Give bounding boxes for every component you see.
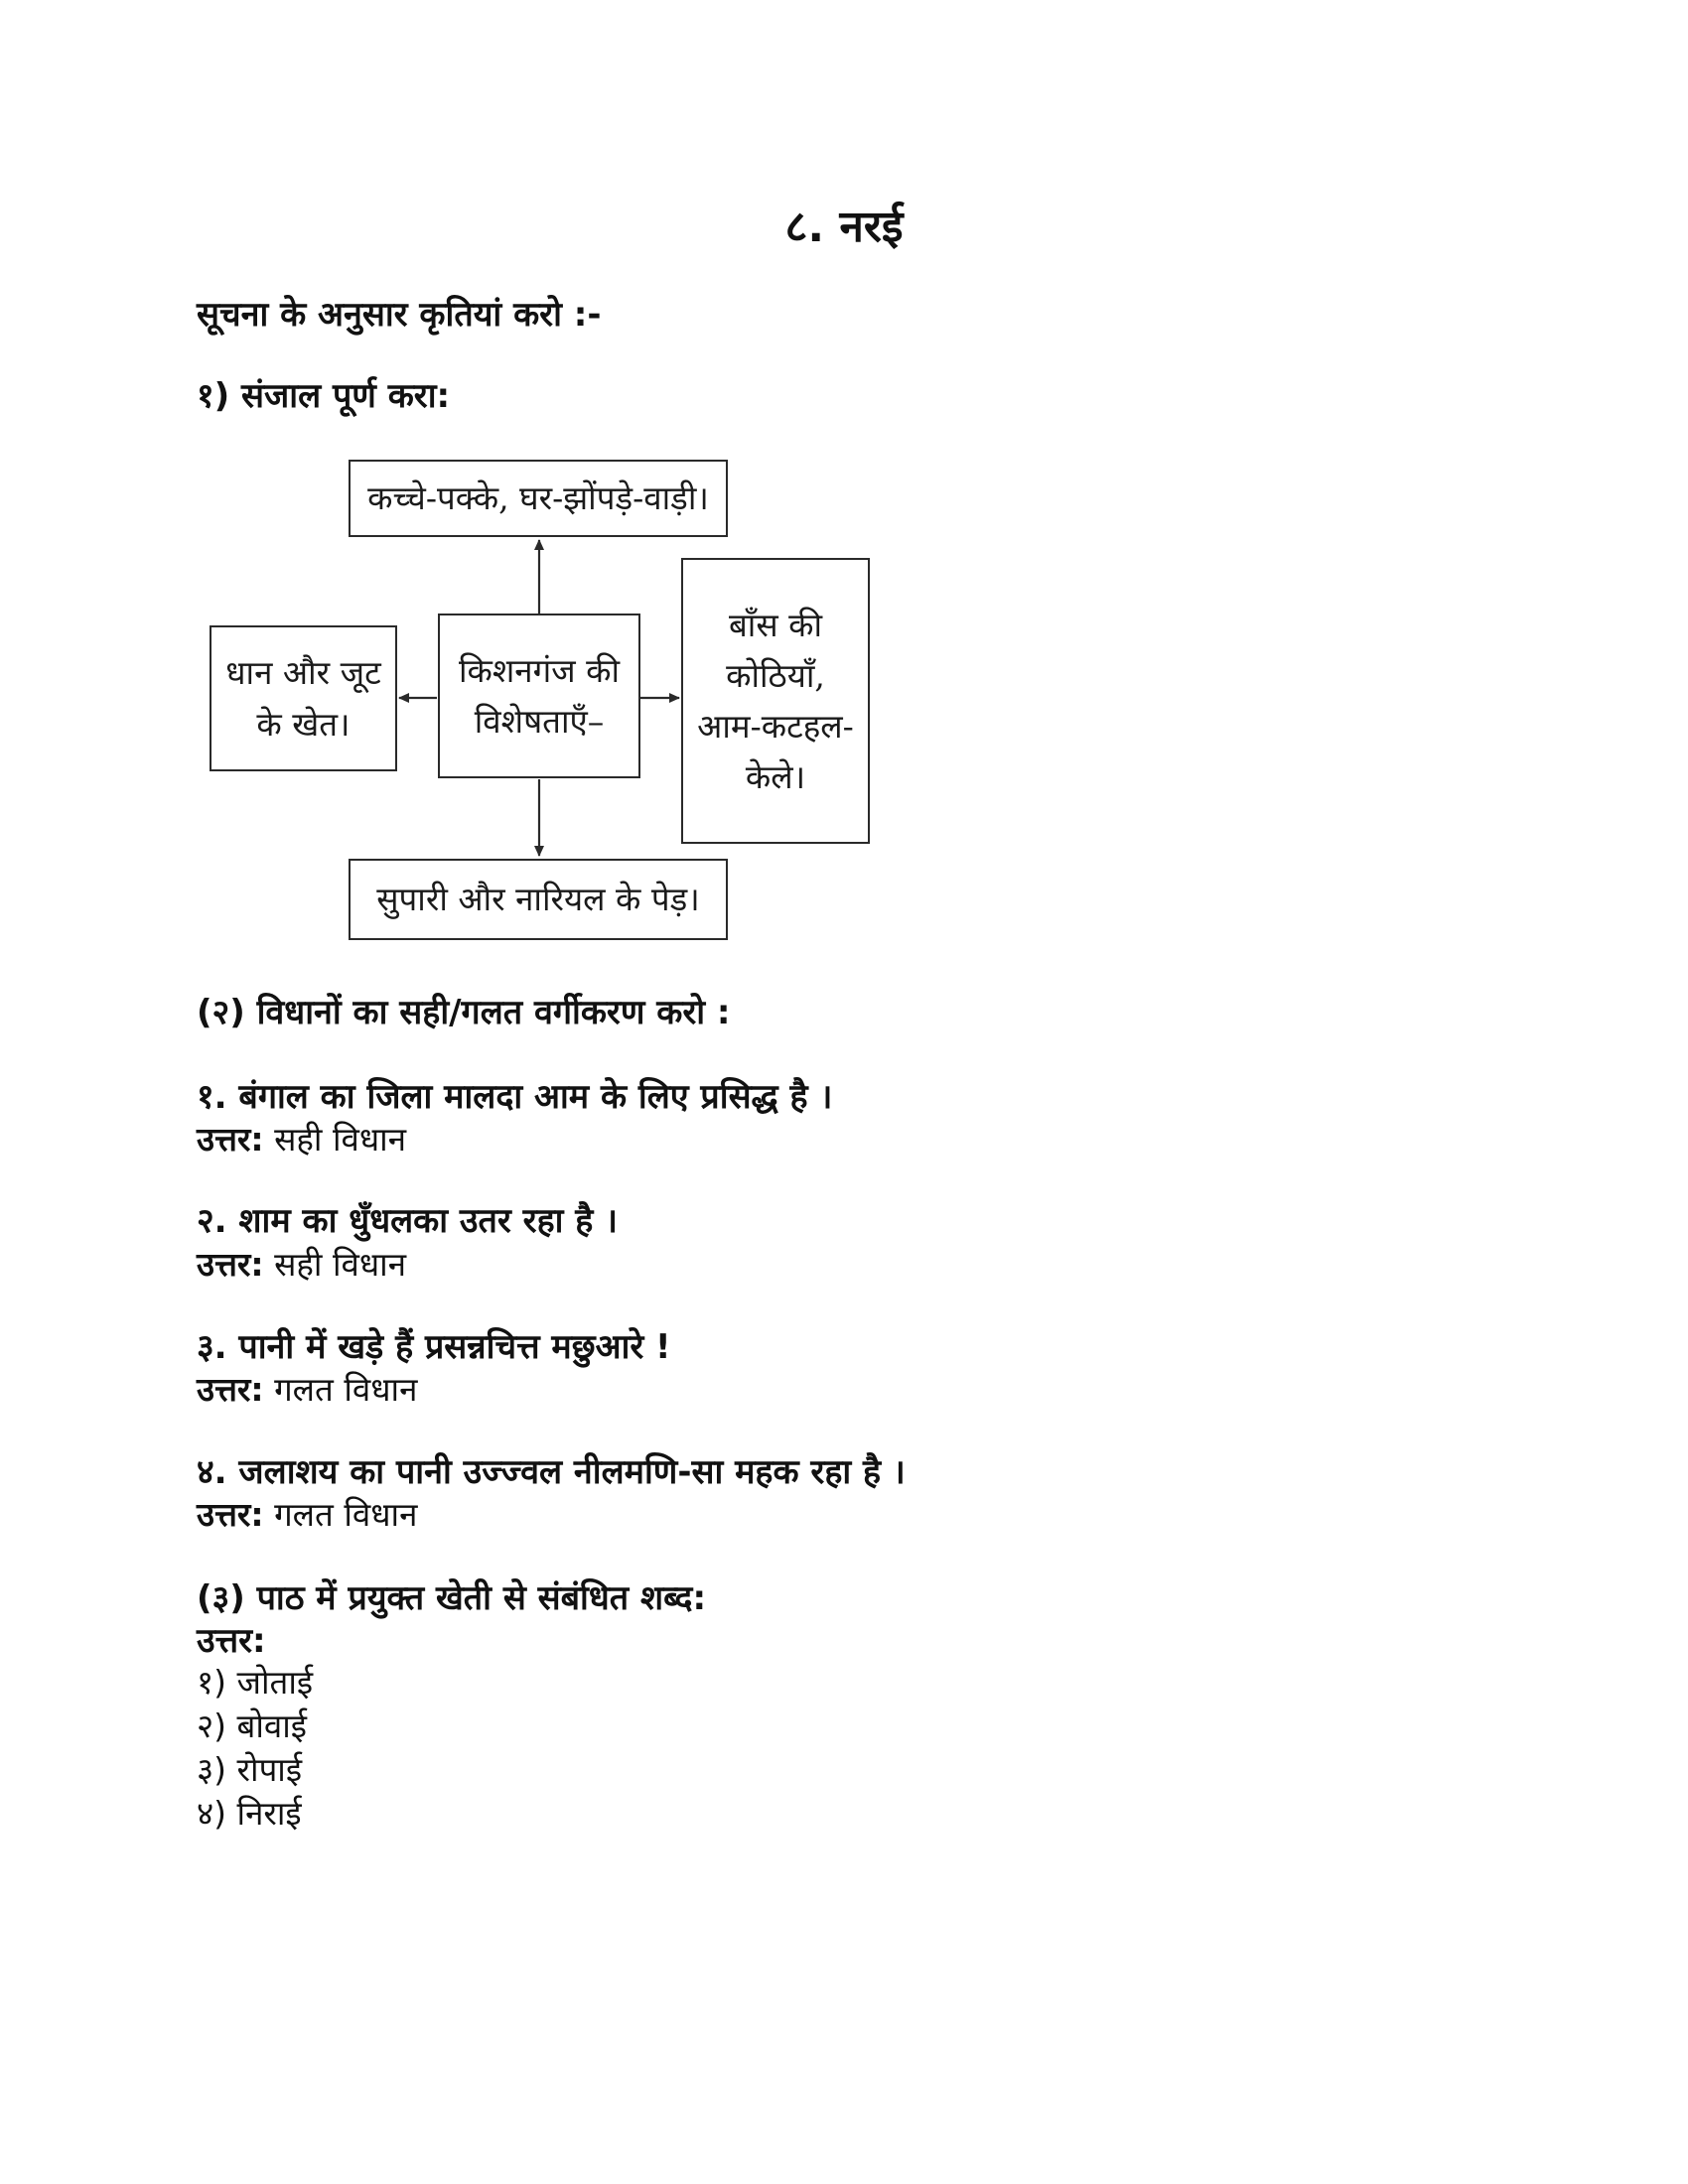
q2-statement-3: ३. पानी में खड़े हैं प्रसन्नचित्त मछुआरे ! — [197, 1327, 671, 1367]
diagram-node-left: धान और जूट के खेत। — [210, 625, 397, 771]
q2-statement-2: २. शाम का धुँधलका उतर रहा है । — [197, 1201, 619, 1241]
q3-item-1: १) जोताई — [197, 1663, 314, 1702]
q3-heading: (३) पाठ में प्रयुक्त खेती से संबंधित शब्द: — [197, 1578, 707, 1618]
q2-answer-1 — [197, 1116, 406, 1160]
q2-statement-1: १. बंगाल का जिला मालदा आम के लिए प्रसिद्ध है । — [197, 1077, 833, 1117]
q2-answer-3 — [197, 1366, 417, 1411]
answer-value: गलत विधान — [274, 1495, 418, 1534]
q2-answer-2 — [197, 1241, 406, 1286]
diagram-node-center: किशनगंज की विशेषताएँ– — [438, 614, 640, 778]
instruction-heading: सूचना के अनुसार कृतियां करो :- — [197, 295, 602, 335]
q3-item-3: ३) रोपाई — [197, 1750, 303, 1789]
page-title: ८. नरई — [784, 202, 904, 252]
q2-heading: (२) विधानों का सही/गलत वर्गीकरण करो : — [197, 993, 731, 1032]
q1-heading: १) संजाल पूर्ण करा: — [197, 376, 451, 416]
concept-web-diagram — [199, 447, 894, 953]
q3-answer-label: उत्तर: — [197, 1621, 266, 1661]
q3-item-4: ४) निराई — [197, 1794, 302, 1833]
answer-label: उत्तर: — [197, 1120, 264, 1159]
q2-statement-4: ४. जलाशय का पानी उज्ज्वल नीलमणि-सा महक रहा है । — [197, 1452, 906, 1492]
answer-label: उत्तर: — [197, 1245, 264, 1284]
answer-value: सही विधान — [274, 1245, 407, 1284]
answer-value: सही विधान — [274, 1120, 407, 1159]
q2-answer-4 — [197, 1491, 417, 1536]
answer-label: उत्तर: — [197, 1495, 264, 1534]
diagram-node-bottom: सुपारी और नारियल के पेड़। — [349, 859, 728, 940]
answer-value: गलत विधान — [274, 1370, 418, 1409]
answer-label: उत्तर: — [197, 1370, 264, 1409]
diagram-node-right: बाँस की कोठियाँ, आम-कटहल-केले। — [681, 558, 870, 844]
diagram-node-top: कच्चे-पक्के, घर-झोंपड़े-वाड़ी। — [349, 460, 728, 537]
q3-item-2: २) बोवाई — [197, 1706, 308, 1745]
